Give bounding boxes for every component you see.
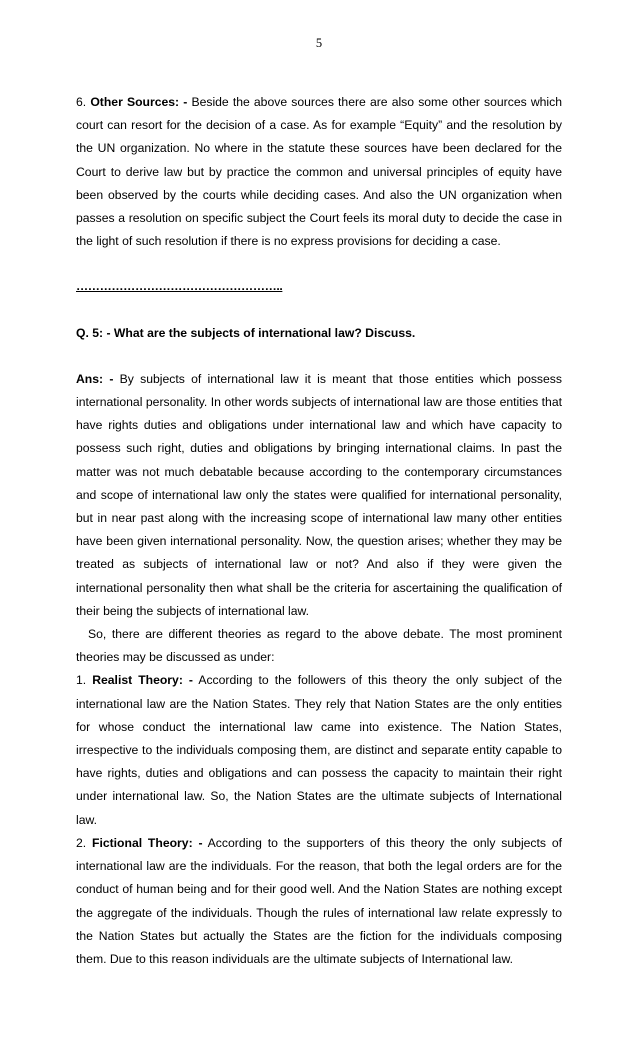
theory-fictional xyxy=(76,832,562,971)
theory-heading: Fictional Theory: - xyxy=(92,835,203,850)
section-number: 6. xyxy=(76,95,87,109)
answer-text: By subjects of international law it is meant that those entities which possess international personality. In other words subjects of international law are those entities that have rights duties and obligations under international law and which have capacity to possess such right, duties and obligations by bringing international claims. In past the matter was not much debatable because according to the contemporary circumstances and scope of international law only the states were qualified for international personality, but in near past along with the increasing scope of international law many other entities have been given international personality. Now, the question arises; whether they may be treated as subjects of international law or not? And also if they were given the international personality then what shall be the criteria for ascertaining the qualification of their being the subjects of international law. xyxy=(76,371,562,618)
document-body xyxy=(76,91,562,971)
answer-paragraph xyxy=(76,368,562,623)
separator-line: …………………………………………….. xyxy=(76,279,283,294)
theory-text: According to the followers of this theory the only subject of the international law are the Nation States. They rely that Nation States are the only entities for whose conduct the international law came into existence. The Nation States, irrespective to the individuals composing them, are distinct and separate entity capable to have rights, duties and obligations and can possess the capacity to maintain their right under international law. So, the Nation States are the ultimate subjects of International law. xyxy=(76,673,562,827)
theory-realist xyxy=(76,669,562,831)
theory-heading: Realist Theory: - xyxy=(92,673,193,688)
question-heading xyxy=(76,322,562,345)
section-text: Beside the above sources there are also some other sources which court can resort for the decision of a case. As for example “Equity” and the resolution by the UN organization. No where in the statute these sources have been declared for the Court to derive law but by practice the common and universal principles of equity have been observed by the courts while deciding cases. And also the UN organization when passes a resolution on specific subject the Court feels its moral duty to decide the case in the light of such resolution if there is no express provisions for deciding a case. xyxy=(76,95,562,249)
theory-number: 2. xyxy=(76,835,87,850)
theories-intro: So, there are different theories as regard to the above debate. The most prominent theories may be discussed as under: xyxy=(76,627,562,665)
theory-number: 1. xyxy=(76,673,87,688)
section-heading: Other Sources: - xyxy=(90,95,188,109)
answer-label: Ans: - xyxy=(76,371,114,386)
question-text: Q. 5: - What are the subjects of international law? Discuss. xyxy=(76,325,416,340)
page-number: 5 xyxy=(315,36,323,50)
section-other-sources xyxy=(76,91,562,253)
theory-text: According to the supporters of this theory the only subjects of international law are the individuals. For the reason, that both the legal orders are for the conduct of human being and for their good well. And the Nation States are nothing except the aggregate of the individuals. Though the rules of international law relate expressly to the Nation States but actually the States are the fiction for the individuals composing them. Due to this reason individuals are the ultimate subjects of International law. xyxy=(76,835,562,966)
